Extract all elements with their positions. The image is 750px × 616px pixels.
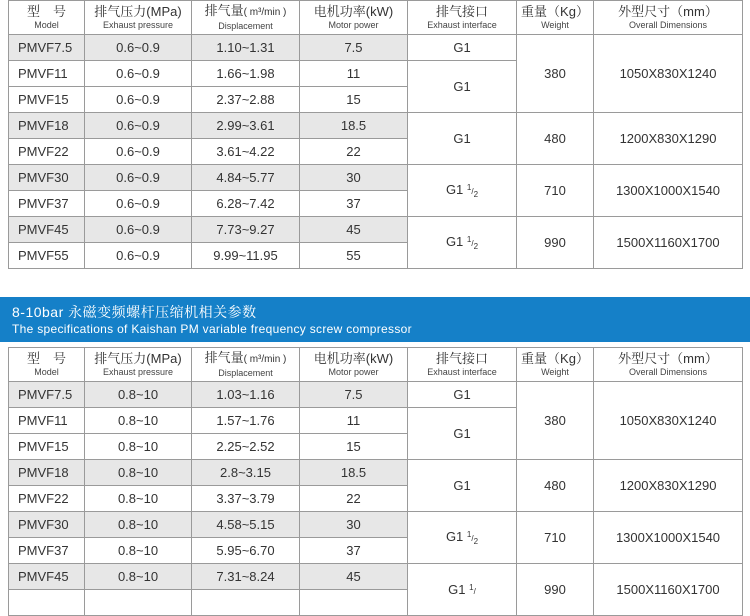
pressure-cell: 0.6~0.9 <box>85 61 192 87</box>
table-row <box>9 382 743 408</box>
power-cell: 7.5 <box>300 35 408 61</box>
section-banner <box>0 297 750 342</box>
weight-cell: 990 <box>517 564 594 616</box>
weight-cell: 710 <box>517 165 594 217</box>
header-model: 型 号 Model <box>9 1 85 35</box>
model-cell: PMVF7.5 <box>9 35 85 61</box>
interface-cell: G1 <box>408 382 517 408</box>
dimensions-cell: 1050X830X1240 <box>594 382 743 460</box>
table-row <box>9 35 743 61</box>
interface-cell: G1 <box>408 35 517 61</box>
power-cell: 11 <box>300 408 408 434</box>
pressure-cell: 0.6~0.9 <box>85 191 192 217</box>
model-cell: PMVF22 <box>9 139 85 165</box>
weight-cell: 380 <box>517 35 594 113</box>
model-cell: PMVF18 <box>9 113 85 139</box>
header-interface: 排气接口 Exhaust interface <box>408 348 517 382</box>
displacement-cell: 1.10~1.31 <box>192 35 300 61</box>
pressure-cell: 0.6~0.9 <box>85 139 192 165</box>
model-cell: PMVF15 <box>9 434 85 460</box>
header-dimensions: 外型尺寸（mm） Overall Dimensions <box>594 348 743 382</box>
power-cell: 37 <box>300 538 408 564</box>
pressure-cell: 0.8~10 <box>85 408 192 434</box>
dimensions-cell: 1200X830X1290 <box>594 113 743 165</box>
displacement-cell <box>192 590 300 616</box>
displacement-cell: 4.84~5.77 <box>192 165 300 191</box>
model-cell <box>9 590 85 616</box>
model-cell: PMVF11 <box>9 61 85 87</box>
model-cell: PMVF30 <box>9 512 85 538</box>
power-cell: 45 <box>300 564 408 590</box>
header-pressure: 排气压力(MPa) Exhaust pressure <box>85 1 192 35</box>
power-cell: 11 <box>300 61 408 87</box>
power-cell: 30 <box>300 165 408 191</box>
power-cell: 30 <box>300 512 408 538</box>
model-cell: PMVF30 <box>9 165 85 191</box>
displacement-cell: 7.73~9.27 <box>192 217 300 243</box>
power-cell: 45 <box>300 217 408 243</box>
displacement-cell: 7.31~8.24 <box>192 564 300 590</box>
table-header-row <box>9 1 743 35</box>
header-weight: 重量（Kg） Weight <box>517 1 594 35</box>
weight-cell: 990 <box>517 217 594 269</box>
dimensions-cell: 1300X1000X1540 <box>594 165 743 217</box>
dimensions-cell: 1500X1160X1700 <box>594 217 743 269</box>
table-row <box>9 113 743 139</box>
displacement-cell: 2.37~2.88 <box>192 87 300 113</box>
model-cell: PMVF37 <box>9 191 85 217</box>
pressure-cell: 0.8~10 <box>85 460 192 486</box>
table-row <box>9 564 743 590</box>
displacement-cell: 1.57~1.76 <box>192 408 300 434</box>
interface-cell: G1 $^1/_2$ <box>408 165 517 217</box>
pressure-cell: 0.8~10 <box>85 512 192 538</box>
table-row <box>9 460 743 486</box>
power-cell: 22 <box>300 139 408 165</box>
model-cell: PMVF37 <box>9 538 85 564</box>
banner-title-en: The specifications of Kaishan PM variable frequency screw compressor <box>12 322 412 336</box>
power-cell: 22 <box>300 486 408 512</box>
dimensions-cell: 1300X1000X1540 <box>594 512 743 564</box>
displacement-cell: 2.99~3.61 <box>192 113 300 139</box>
weight-cell: 710 <box>517 512 594 564</box>
model-cell: PMVF18 <box>9 460 85 486</box>
displacement-cell: 3.37~3.79 <box>192 486 300 512</box>
power-cell <box>300 590 408 616</box>
header-power: 电机功率(kW) Motor power <box>300 1 408 35</box>
power-cell: 15 <box>300 87 408 113</box>
model-cell: PMVF45 <box>9 564 85 590</box>
model-cell: PMVF22 <box>9 486 85 512</box>
header-interface: 排气接口 Exhaust interface <box>408 1 517 35</box>
power-cell: 37 <box>300 191 408 217</box>
model-cell: PMVF11 <box>9 408 85 434</box>
header-displacement: 排气量( m³/min ) Displacement <box>192 1 300 35</box>
displacement-cell: 2.8~3.15 <box>192 460 300 486</box>
pressure-cell: 0.6~0.9 <box>85 243 192 269</box>
header-pressure: 排气压力(MPa) Exhaust pressure <box>85 348 192 382</box>
pressure-cell: 0.8~10 <box>85 564 192 590</box>
power-cell: 15 <box>300 434 408 460</box>
table-row <box>9 165 743 191</box>
model-cell: PMVF7.5 <box>9 382 85 408</box>
displacement-cell: 5.95~6.70 <box>192 538 300 564</box>
interface-cell: G1 $^1/_2$ <box>408 217 517 269</box>
displacement-cell: 1.66~1.98 <box>192 61 300 87</box>
displacement-cell: 4.58~5.15 <box>192 512 300 538</box>
interface-cell: G1 <box>408 61 517 113</box>
pressure-cell: 0.6~0.9 <box>85 87 192 113</box>
displacement-cell: 3.61~4.22 <box>192 139 300 165</box>
banner-title-cn: 8-10bar 永磁变频螺杆压缩机相关参数 <box>12 304 257 320</box>
interface-cell: G1 <box>408 460 517 512</box>
model-cell: PMVF45 <box>9 217 85 243</box>
pressure-cell: 0.6~0.9 <box>85 165 192 191</box>
displacement-cell: 6.28~7.42 <box>192 191 300 217</box>
pressure-cell: 0.8~10 <box>85 538 192 564</box>
pressure-cell: 0.8~10 <box>85 382 192 408</box>
weight-cell: 480 <box>517 113 594 165</box>
pressure-cell: 0.6~0.9 <box>85 217 192 243</box>
dimensions-cell: 1050X830X1240 <box>594 35 743 113</box>
power-cell: 18.5 <box>300 460 408 486</box>
interface-cell: G1 <box>408 113 517 165</box>
power-cell: 18.5 <box>300 113 408 139</box>
interface-cell: G1 <box>408 408 517 460</box>
dimensions-cell: 1200X830X1290 <box>594 460 743 512</box>
pressure-cell: 0.8~10 <box>85 486 192 512</box>
power-cell: 55 <box>300 243 408 269</box>
interface-cell: G1 $^1$/ <box>408 564 517 616</box>
displacement-cell: 9.99~11.95 <box>192 243 300 269</box>
header-power: 电机功率(kW) Motor power <box>300 348 408 382</box>
table-header-row <box>9 348 743 382</box>
spec-table-6-9bar <box>8 0 743 269</box>
pressure-cell: 0.8~10 <box>85 434 192 460</box>
header-displacement: 排气量( m³/min ) Displacement <box>192 348 300 382</box>
displacement-cell: 1.03~1.16 <box>192 382 300 408</box>
header-dimensions: 外型尺寸（mm） Overall Dimensions <box>594 1 743 35</box>
spec-table-8-10bar <box>8 347 743 616</box>
interface-cell: G1 $^1/_2$ <box>408 512 517 564</box>
pressure-cell <box>85 590 192 616</box>
pressure-cell: 0.6~0.9 <box>85 35 192 61</box>
weight-cell: 380 <box>517 382 594 460</box>
table-row <box>9 512 743 538</box>
pressure-cell: 0.6~0.9 <box>85 113 192 139</box>
displacement-cell: 2.25~2.52 <box>192 434 300 460</box>
header-model: 型 号 Model <box>9 348 85 382</box>
header-weight: 重量（Kg） Weight <box>517 348 594 382</box>
model-cell: PMVF15 <box>9 87 85 113</box>
model-cell: PMVF55 <box>9 243 85 269</box>
dimensions-cell: 1500X1160X1700 <box>594 564 743 616</box>
power-cell: 7.5 <box>300 382 408 408</box>
weight-cell: 480 <box>517 460 594 512</box>
table-row <box>9 217 743 243</box>
